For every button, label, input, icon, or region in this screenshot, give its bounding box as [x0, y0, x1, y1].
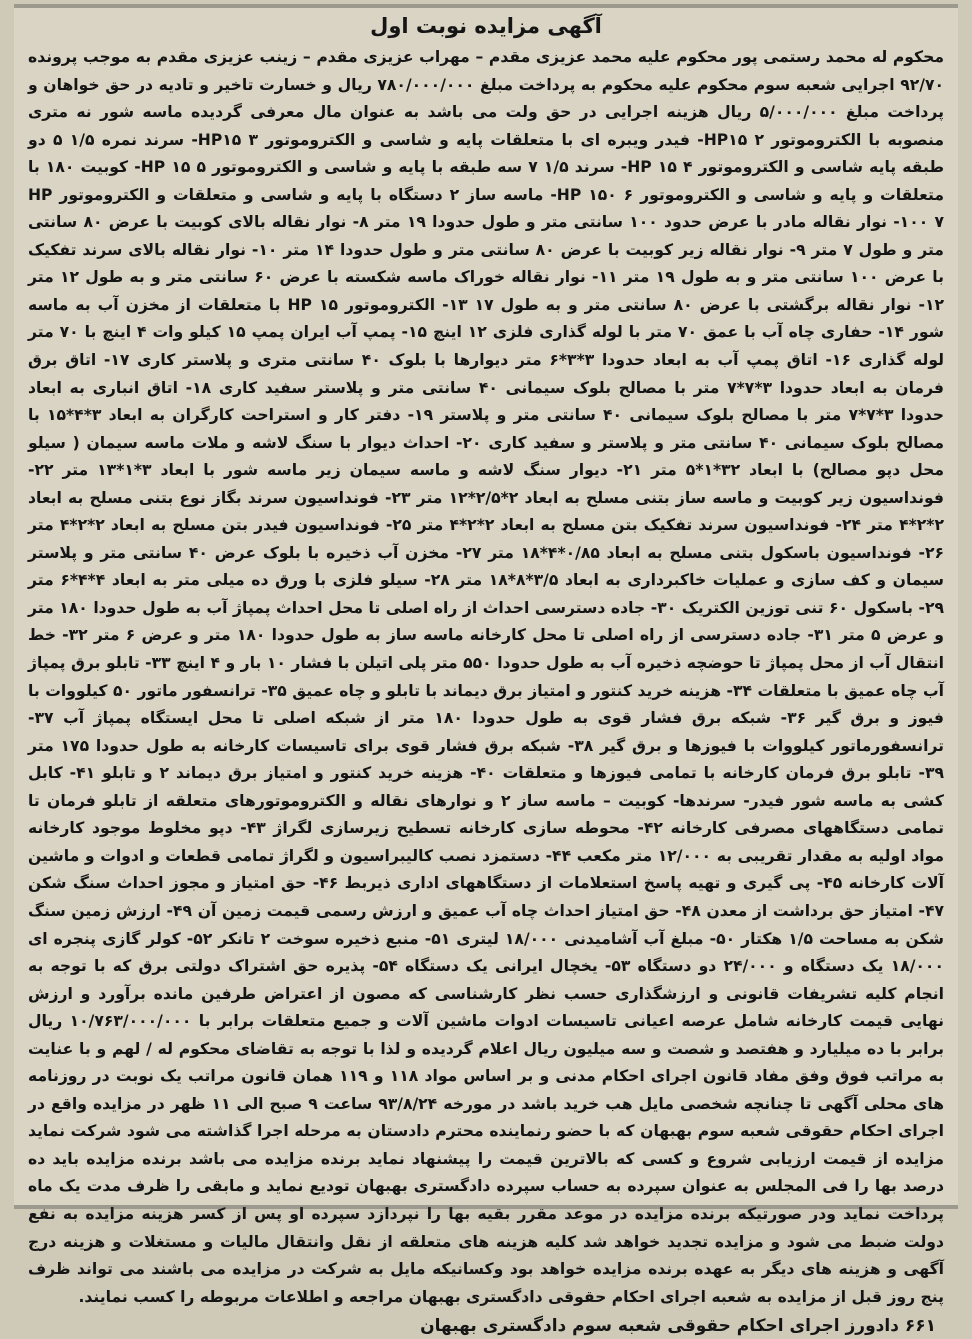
notice-body: محکوم له محمد رستمی پور محکوم علیه محمد عزیزی مقدم – مهراب عزیزی مقدم – زینب عزیزی مقدم به موجب پرونده ۹۲/۷۰ اجرایی شعبه سوم محکوم علیه محکوم به پرداخت مبلغ ۷۸۰/۰۰۰/۰۰۰ ریال و خسارت تاخیر و تادیه در حق خواهان و پرداخت مبلغ ۵/۰۰۰/۰۰۰ ریال هزینه اجرایی در حق ولت می باشد به عنوان مال معرفی گردیده ماسه شور نه متری منصوبه با الکتروموتور HP۱۵ ۲- فیدر ویبره ای با متعلقات پایه و شاسی و الکتروموتور HP۱۵ ۳- سرند نمره ۱/۵ ۵ دو طبقه پایه شاسی و الکتروموتور HP ۱۵ ۴- سرند ۱/۵ ۷ سه طبقه با پایه و شاسی و الکتروموتور HP ۱۵ ۵- کوبیت ۱۸۰ با متعلقات و پایه و شاسی و الکتروموتور HP ۱۵۰ ۶- ماسه ساز ۲ دستگاه با پایه و شاسی و متعلقات و الکتروموتور HP ۱۰۰ ۷- نوار نقاله مادر با عرض حدود ۱۰۰ سانتی متر و طول حدودا ۱۹ متر ۸- نوار نقاله بالای کوبیت با عرض ۸۰ سانتی متر و طول ۷ متر ۹- نوار نقاله زیر کوبیت با عرض ۸۰ سانتی متر و طول حدودا ۱۴ متر ۱۰- نوار نقاله بالای سرند تفکیک با عرض ۱۰۰ سانتی متر و به طول ۱۹ متر ۱۱- نوار نقاله خوراک ماسه شکسته با عرض ۶۰ سانتی متر و به طول ۱۲ متر ۱۲- نوار نقاله برگشتی با عرض ۸۰ سانتی متر و به طول ۱۷ ۱۳- الکتروموتور HP ۱۵ با متعلقات از مخزن آب به ماسه شور ۱۴- حفاری چاه آب با عمق ۷۰ متر با لوله گذاری فلزی ۱۲ اینچ ۱۵- پمپ آب ایران پمپ ۱۵ کیلو وات ۴ اینچ با ۷۰ متر لوله گذاری ۱۶- اتاق پمپ آب به ابعاد حدودا ۳*۳*۶ متر دیوارها با بلوک ۴۰ سانتی متری و پلاستر کاری ۱۷- اتاق برق فرمان به ابعاد حدودا ۳*۷*۷ متر با مصالح بلوک سیمانی ۴۰ سانتی متر و پلاستر سفید کاری ۱۸- اتاق انباری به ابعاد حدودا ۳*۷*۷ متر با مصالح بلوک سیمانی ۴۰ سانتی متر و پلاستر ۱۹- دفتر کار و استراحت کارگران به ابعاد ۳*۴*۱۵ با مصالح بلوک سیمانی ۴۰ سانتی متر و پلاستر و سفید کاری ۲۰- احداث دیوار با سنگ لاشه و ملات ماسه سیمان ( سیلو محل دپو مصالح) با ابعاد ۳۲*۱*۵ متر ۲۱- دیوار سنگ لاشه و ماسه سیمان زیر ماسه شور با ابعاد ۳*۱*۱۳ متر ۲۲- فونداسیون زیر کوبیت و ماسه ساز بتنی مسلح به ابعاد ۲*۲/۵*۱۲ متر ۲۳- فونداسیون سرند بگاز نوع بتنی مسلح به ابعاد ۲*۲*۴ متر ۲۴- فونداسیون سرند تفکیک بتن مسلح به ابعاد ۲*۲*۴ متر ۲۵- فونداسیون فیدر بتن مسلح به ابعاد ۲*۲*۴ متر ۲۶- فونداسیون باسکول بتنی مسلح به ابعاد ۰/۸۵*۴*۱۸ متر ۲۷- مخزن آب ذخیره با بلوک عرض ۴۰ سانتی متر و پلاستر سیمان و کف سازی و عملیات خاکبرداری به ابعاد ۳/۵*۸*۱۸ متر ۲۸- سیلو فلزی با ورق ده میلی متر به ابعاد ۴*۴*۶ متر ۲۹- باسکول ۶۰ تنی توزین الکتریک ۳۰- جاده دسترسی احداث از راه اصلی تا محل احداث پمپاژ آب به طول حدودا ۱۸۰ متر و عرض ۵ متر ۳۱- جاده دسترسی از راه اصلی تا محل کارخانه ماسه ساز به طول حدودا ۱۸۰ متر و عرض ۶ متر ۳۲- خط انتقال آب از محل پمپاژ تا حوضچه ذخیره آب به طول حدودا ۵۵۰ متر پلی اتیلن با فشار ۱۰ بار و ۴ اینچ ۳۳- تابلو برق پمپاژ آب چاه عمیق با متعلقات ۳۴- هزینه خرید کنتور و امتیاز برق دیماند با تابلو و چاه عمیق ۳۵- ترانسفور ماتور ۵۰ کیلووات با فیوز و برق گیر ۳۶- شبکه برق فشار قوی به طول حدودا ۱۸۰ متر از شبکه اصلی تا محل ایستگاه پمپاژ آب ۳۷- ترانسفورماتور کیلووات با فیوزها و برق گیر ۳۸- شبکه برق فشار قوی برای تاسیسات کارخانه به طول حدودا ۱۷۵ متر ۳۹- تابلو برق فرمان کارخانه با تمامی فیوزها و متعلقات ۴۰- هزینه خرید کنتور و امتیاز برق دیماند ۲ و تابلو ۴۱- کابل کشی به ماسه شور فیدر- سرندها- کوبیت – ماسه ساز ۲ و نوارهای نقاله و الکتروموتورهای متعلقه از تابلو فرمان تا تمامی دستگاههای مصرفی کارخانه ۴۲- محوطه سازی کارخانه تسطیح زیرسازی لگراژ ۴۳- دپو مخلوط موجود کارخانه مواد اولیه به مقدار تقریبی به ۱۲/۰۰۰ متر مکعب ۴۴- دستمزد نصب کالیبراسیون و لگراژ تمامی قطعات و ادوات و ماشین آلات کارخانه ۴۵- پی گیری و تهیه پاسخ استعلامات از دستگاههای اداری ذیربط ۴۶- حق امتیاز و مجوز احداث سنگ شکن ۴۷- امتیاز حق برداشت از معدن ۴۸- حق امتیاز احداث چاه آب عمیق و ارزش رسمی قیمت زمین آن ۴۹- ارزش زمین سنگ شکن به مساحت ۱/۵ هکتار ۵۰- مبلغ آب آشامیدنی ۱۸/۰۰۰ لیتری ۵۱- منبع ذخیره سوخت ۲ تانکر ۵۲- کولر گازی پنجره ای ۱۸/۰۰۰ یک دستگاه و ۲۴/۰۰۰ دو دستگاه ۵۳- یخچال ایرانی یک دستگاه ۵۴- پذیره حق اشتراک دولتی برق که با توجه به انجام کلیه تشریفات قانونی و ارزشگذاری حسب نظر کارشناسی که مصون از اعتراض طرفین مانده برآورد و ارزش نهایی قیمت کارخانه شامل عرصه اعیانی تاسیسات ادوات ماشین آلات و جمیع متعلقات برابر با ۱۰/۷۶۳/۰۰۰/۰۰۰ ریال برابر با ده میلیارد و هفتصد و شصت و سه میلیون ریال اعلام گردیده و لذا با توجه به تقاضای محکوم له / لهم و با عنایت به مراتب فوق وفق مفاد قانون اجرای احکام مدنی و بر اساس مواد ۱۱۸ و ۱۱۹ همان قانون مراتب یک نوبت در روزنامه های محلی آگهی تا چنانچه شخصی مایل هب خرید باشد در مورخه ۹۳/۸/۲۴ ساعت ۹ صبح الی ۱۱ ظهر در مزایده واقع در اجرای احکام حقوقی شعبه سوم بهبهان که با حضو رنماینده محترم دادستان به مرحله اجرا گذاشته می شود شرکت نماید مزایده از قیمت ارزیابی شروع و کسی که بالاترین قیمت را پیشنهاد نماید برنده مزایده می باشد برنده مزایده باید ده درصد بها را فی المجلس به عنوان سپرده به حساب سپرده دادگستری بهبهان تودیع نماید و مابقی را ظرف مدت یک ماه پرداخت نماید ودر صورتیکه برنده مزایده در موعد مقرر بقیه بها را نپردازد سپرده او پس از کسر هزینه مزایده به نفع دولت ضبط می شود و مزایده تجدید خواهد شد کلیه هزینه های متعلقه از نقل وانتقال مالیات و مستغلات و هزینه درج آگهی و هزینه های دیگر به عهده برنده مزایده خواهد بود وکسانیکه مایل به شرکت در مزایده می باشند می تواند ظرف پنج روز قبل از مزایده به شعبه اجرای احکام حقوقی دادگستری بهبهان مراجعه و اطلاعات مربوطه را کسب نمایند.	[28, 48, 945, 1306]
bottom-border	[14, 1205, 958, 1209]
top-border	[14, 4, 958, 8]
notice-title: آگهی مزایده نوبت اول	[370, 14, 602, 38]
newspaper-clipping	[14, 4, 958, 1337]
notice-signature: ۶۶۱ دادورز اجرای احکام حقوقی شعبه سوم دادگستری بهبهان	[420, 1316, 936, 1337]
